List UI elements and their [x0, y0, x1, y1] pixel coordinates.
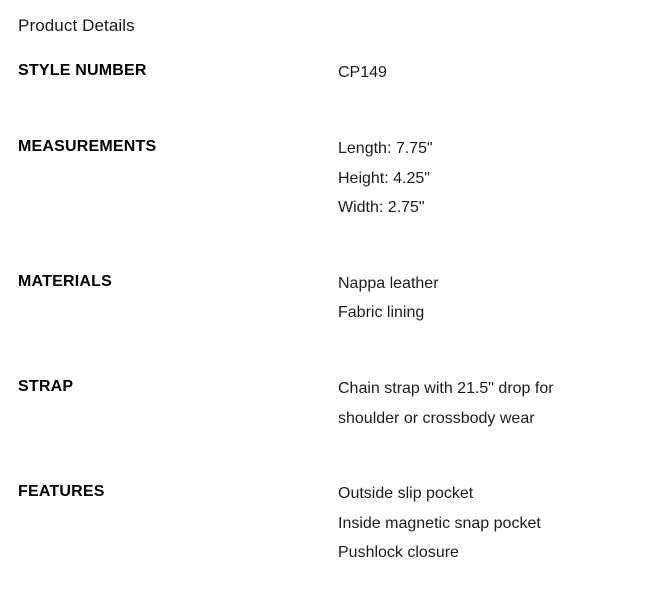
spec-label-text: STYLE NUMBER	[18, 62, 147, 80]
table-row	[18, 479, 652, 568]
table-row	[18, 58, 652, 134]
spec-value-line: Height: 4.25"	[338, 169, 430, 187]
spec-value-style-number	[338, 58, 652, 134]
spec-value-line: Outside slip pocket	[338, 485, 474, 503]
page-title: Product Details	[18, 16, 135, 35]
spec-value-line: Nappa leather	[338, 274, 439, 292]
product-specs-table	[18, 58, 652, 568]
spec-label-text: MEASUREMENTS	[18, 137, 157, 155]
spec-value-line: CP149	[338, 64, 387, 82]
table-row	[18, 134, 652, 269]
spec-label-strap	[18, 374, 338, 479]
spec-label-text: FEATURES	[18, 483, 105, 501]
spec-value-line: Pushlock closure	[338, 544, 459, 562]
spec-value-line: Width: 2.75"	[338, 199, 425, 217]
table-row	[18, 374, 652, 479]
spec-value-materials	[338, 269, 652, 374]
spec-label-text: MATERIALS	[18, 272, 112, 290]
spec-value-measurements	[338, 134, 652, 269]
spec-value-line: Inside magnetic snap pocket	[338, 514, 541, 532]
spec-value-line: Fabric lining	[338, 304, 425, 322]
spec-label-style-number	[18, 58, 338, 134]
spec-value-strap	[338, 374, 652, 479]
spec-label-materials	[18, 269, 338, 374]
table-row	[18, 269, 652, 374]
spec-value-line: shoulder or crossbody wear	[338, 409, 535, 427]
spec-value-line: Length: 7.75"	[338, 139, 433, 157]
spec-label-measurements	[18, 134, 338, 269]
spec-value-line: Chain strap with 21.5" drop for	[338, 379, 554, 397]
spec-label-features	[18, 479, 338, 568]
spec-label-text: STRAP	[18, 377, 74, 395]
spec-value-features	[338, 479, 652, 568]
